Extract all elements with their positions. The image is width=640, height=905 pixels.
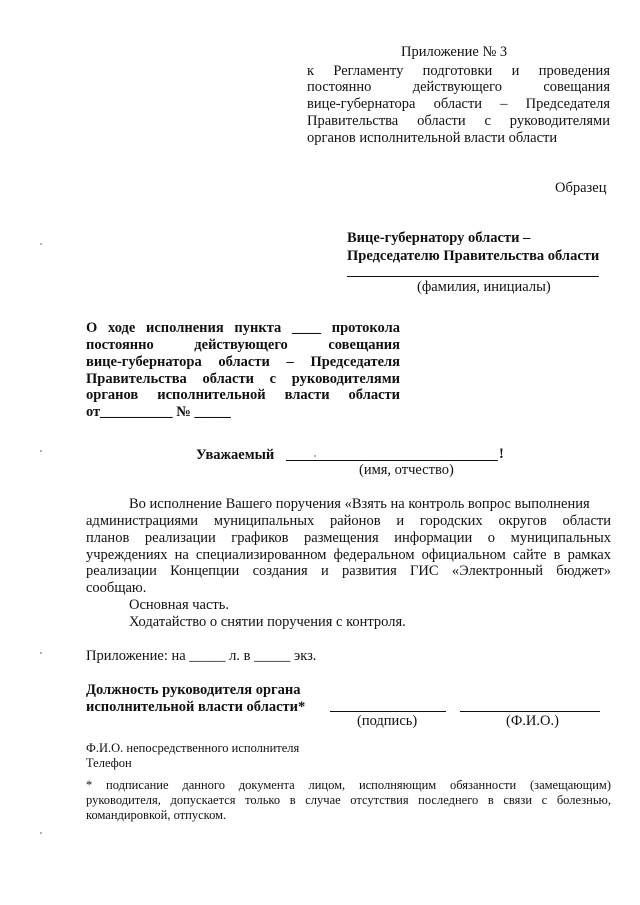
greeting-label: Уважаемый <box>196 447 275 463</box>
name-caption: (Ф.И.О.) <box>506 713 559 729</box>
signature-position-line: исполнительной власти области* <box>86 699 306 715</box>
greeting-caption: (имя, отчество) <box>359 462 454 478</box>
appendix-line: органов исполнительной власти области <box>307 130 558 146</box>
body-line: администрациями муниципальных районов и городских округов области <box>86 513 611 529</box>
executor-phone-label: Телефон <box>86 756 132 770</box>
appendix-title: Приложение № 3 <box>401 44 508 60</box>
appendix-line: вице-губернатора области – Председателя <box>307 96 610 112</box>
signature-position-line: Должность руководителя органа <box>86 682 301 698</box>
scan-speck <box>40 450 42 452</box>
subject-line: органов исполнительной власти области <box>86 387 400 403</box>
appendix-line: Правительства области с руководителями <box>307 113 610 129</box>
footnote-line: руководителя, допускается только в случае отсутствия последнего в связи с болезнью, <box>86 793 611 807</box>
addressee-line: Председателю Правительства области <box>347 248 600 264</box>
petition-label: Ходатайство о снятии поручения с контроля. <box>129 614 406 630</box>
addressee-line: Вице-губернатору области – <box>347 230 531 246</box>
executor-name-label: Ф.И.О. непосредственного исполнителя <box>86 741 300 755</box>
sample-label: Образец <box>555 180 607 196</box>
subject-line: вице-губернатора области – Председателя <box>86 354 400 370</box>
greeting-mark: ! <box>499 446 504 462</box>
scan-speck <box>314 455 316 457</box>
addressee-name-line <box>347 276 599 277</box>
main-part-label: Основная часть. <box>129 597 229 613</box>
signature-caption: (подпись) <box>357 713 418 729</box>
body-line: планов реализации графиков размещения информации о муниципальных <box>86 530 611 546</box>
body-line: учреждениях на специализированном федеральном официальном сайте в рамках <box>86 547 611 563</box>
subject-line: постоянно действующего совещания <box>86 337 400 353</box>
body-last-line: сообщаю. <box>86 580 147 596</box>
subject-line: Правительства области с руководителями <box>86 371 400 387</box>
scan-speck <box>40 243 42 245</box>
appendix-line: к Регламенту подготовки и проведения <box>307 63 610 79</box>
scan-speck <box>40 832 42 834</box>
subject-date-number: от__________ № _____ <box>86 404 231 420</box>
appendix-line: постоянно действующего совещания <box>307 79 610 95</box>
scan-speck <box>40 652 42 654</box>
signature-name-line <box>460 711 600 712</box>
footnote-line: * подписание данного документа лицом, исполняющим обязанности (замещающим) <box>86 778 611 792</box>
footnote-last-line: командировкой, отпуском. <box>86 808 227 822</box>
body-first-line: Во исполнение Вашего поручения «Взять на контроль вопрос выполнения <box>129 496 590 512</box>
body-line: реализации Концепции создания и развития ГИС «Электронный бюджет» <box>86 563 611 579</box>
attachment-line: Приложение: на _____ л. в _____ экз. <box>86 648 317 664</box>
addressee-caption: (фамилия, инициалы) <box>417 279 551 295</box>
signature-line <box>330 711 446 712</box>
subject-line: О ходе исполнения пункта ____ протокола <box>86 320 400 336</box>
greeting-name-line <box>286 460 498 461</box>
